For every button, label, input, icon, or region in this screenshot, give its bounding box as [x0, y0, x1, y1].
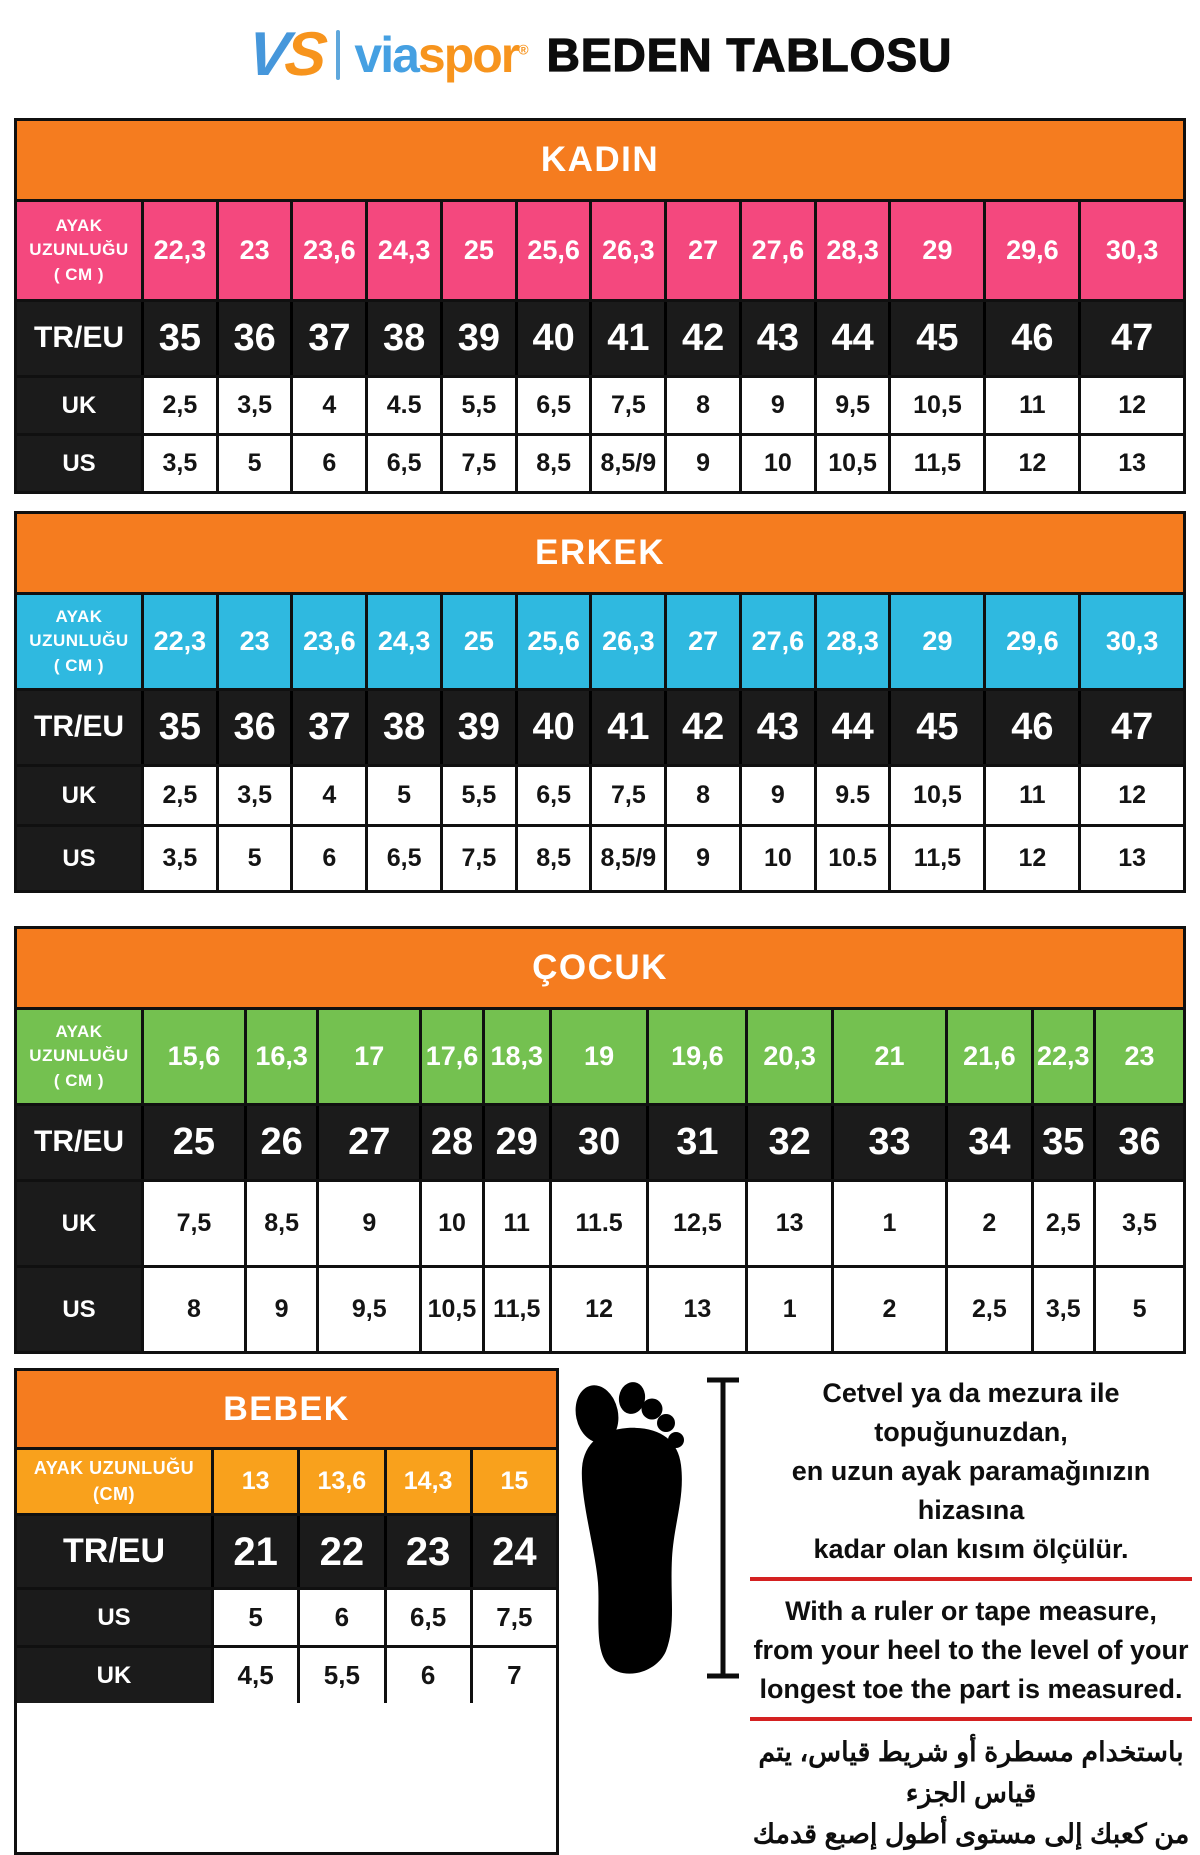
- kadin-tr-eu-value: 40: [515, 302, 590, 375]
- kadin-tr-eu-label: TR/EU: [34, 321, 124, 355]
- kadin-us-value: 8,5/9: [589, 436, 664, 491]
- bebek-foot-length-row: [17, 1447, 556, 1513]
- cocuk-tr-eu-value: 25: [141, 1106, 244, 1179]
- erkek-tr-eu-value: 39: [440, 691, 515, 764]
- bebek-tr-eu-value: 23: [384, 1516, 470, 1587]
- kadin-us-label: US: [17, 436, 141, 491]
- kadin-uk-value: 2,5: [141, 378, 216, 433]
- erkek-uk-value: 2,5: [141, 767, 216, 824]
- bebek-uk-value: 5,5: [297, 1648, 383, 1703]
- erkek-tr-eu-value: 42: [664, 691, 739, 764]
- cocuk-tr-eu-value: 27: [316, 1106, 419, 1179]
- kadin-foot-length-value: 27,6: [739, 202, 814, 299]
- page-header: [0, 0, 1200, 102]
- erkek-foot-length-value: 23,6: [290, 595, 365, 688]
- erkek-uk-value: 3,5: [216, 767, 291, 824]
- cocuk-tr-eu-value: 34: [945, 1106, 1030, 1179]
- erkek-foot-length-value: 23: [216, 595, 291, 688]
- kadin-foot-length-value: 28,3: [814, 202, 889, 299]
- cocuk-tr-eu-value: 31: [646, 1106, 745, 1179]
- kadin-us-value: 8,5: [515, 436, 590, 491]
- cocuk-tr-eu-value: 29: [482, 1106, 549, 1179]
- erkek-foot-length-row: [17, 592, 1183, 688]
- page-title: BEDEN TABLOSU: [546, 29, 953, 81]
- bottom-section: [14, 1368, 1190, 1855]
- erkek-us-value: 8,5/9: [589, 827, 664, 890]
- kadin-tr-eu-value: 47: [1078, 302, 1183, 375]
- cocuk-us-value: 13: [646, 1268, 745, 1351]
- cocuk-tr-eu-value: 36: [1093, 1106, 1183, 1179]
- cocuk-us-value: 2,5: [945, 1268, 1030, 1351]
- erkek-treu-row: [17, 688, 1183, 764]
- kadin-foot-length-value: 27: [664, 202, 739, 299]
- erkek-us-value: 11,5: [888, 827, 983, 890]
- cocuk-uk-value: 9: [316, 1182, 419, 1265]
- cocuk-us-label: US: [17, 1268, 141, 1351]
- red-divider-1: [750, 1577, 1192, 1581]
- erkek-tr-eu-value: 41: [589, 691, 664, 764]
- label-line: ( CM ): [53, 1070, 105, 1090]
- cocuk-us-value: 10,5: [419, 1268, 482, 1351]
- bebek-tr-eu-value: 22: [297, 1516, 383, 1587]
- cocuk-tr-eu-value: 33: [831, 1106, 945, 1179]
- erkek-tr-eu-value: 43: [739, 691, 814, 764]
- label-line: UZUNLUĞU: [29, 631, 129, 651]
- erkek-tr-eu-value: 44: [814, 691, 889, 764]
- erkek-tr-eu-value: 40: [515, 691, 590, 764]
- kadin-foot-length-value: 29: [888, 202, 983, 299]
- erkek-us-value: 9: [664, 827, 739, 890]
- kadin-us-value: 12: [983, 436, 1078, 491]
- kadin-uk-value: 3,5: [216, 378, 291, 433]
- cocuk-section-title: ÇOCUK: [17, 929, 1183, 1007]
- cocuk-foot-length-value: 23: [1093, 1010, 1183, 1103]
- cocuk-foot-length-value: 17,6: [419, 1010, 482, 1103]
- kadin-uk-value: 5,5: [440, 378, 515, 433]
- bebek-us-value: 6,5: [384, 1590, 470, 1645]
- erkek-uk-value: 8: [664, 767, 739, 824]
- kadin-tr-eu-value: 44: [814, 302, 889, 375]
- kadin-us-value: 5: [216, 436, 291, 491]
- cocuk-us-value: 2: [831, 1268, 945, 1351]
- cocuk-uk-value: 2: [945, 1182, 1030, 1265]
- erkek-us-row: [17, 824, 1183, 890]
- erkek-foot-length-value: 25: [440, 595, 515, 688]
- erkek-foot-length-value: 30,3: [1078, 595, 1183, 688]
- cocuk-us-value: 11,5: [482, 1268, 549, 1351]
- label-line: AYAK: [55, 215, 103, 235]
- cocuk-us-value: 1: [745, 1268, 830, 1351]
- erkek-us-value: 6,5: [365, 827, 440, 890]
- erkek-us-value: 13: [1078, 827, 1183, 890]
- cocuk-tr-eu-value: 28: [419, 1106, 482, 1179]
- erkek-tr-eu-label: TR/EU: [34, 710, 124, 744]
- kadin-us-value: 13: [1078, 436, 1183, 491]
- logo-s: S: [281, 20, 327, 89]
- kadin-foot-length-value: 25: [440, 202, 515, 299]
- kadin-uk-value: 4.5: [365, 378, 440, 433]
- instruction-line: longest toe the part is measured.: [759, 1674, 1183, 1704]
- kadin-us-row: [17, 433, 1183, 491]
- cocuk-treu-row: [17, 1103, 1183, 1179]
- bebek-us-row: [17, 1587, 556, 1645]
- kadin-tr-eu-value: 39: [440, 302, 515, 375]
- erkek-foot-length-value: 27: [664, 595, 739, 688]
- bebek-us-value: 5: [211, 1590, 297, 1645]
- erkek-uk-value: 11: [983, 767, 1078, 824]
- label-line: AYAK UZUNLUĞU: [33, 1458, 195, 1479]
- kadin-tr-eu-value: 43: [739, 302, 814, 375]
- kadin-foot-length-value: 25,6: [515, 202, 590, 299]
- cocuk-us-value: 12: [549, 1268, 647, 1351]
- kadin-us-value: 10: [739, 436, 814, 491]
- erkek-tr-eu-value: 46: [983, 691, 1078, 764]
- logo-v: V: [244, 20, 289, 89]
- cocuk-uk-value: 1: [831, 1182, 945, 1265]
- cocuk-tr-eu-label: TR/EU: [34, 1125, 124, 1159]
- erkek-size-table: [14, 511, 1186, 893]
- bebek-foot-length-value: 15: [470, 1450, 556, 1513]
- kadin-uk-label: UK: [17, 378, 141, 433]
- kadin-uk-value: 7,5: [589, 378, 664, 433]
- cocuk-tr-eu-value: 26: [244, 1106, 316, 1179]
- cocuk-foot-length-value: 21: [831, 1010, 945, 1103]
- cocuk-foot-length-value: 22,3: [1031, 1010, 1094, 1103]
- erkek-foot-length-value: 26,3: [589, 595, 664, 688]
- bebek-treu-row: [17, 1513, 556, 1587]
- kadin-foot-length-value: 29,6: [983, 202, 1078, 299]
- cocuk-foot-length-value: 19,6: [646, 1010, 745, 1103]
- kadin-foot-length-value: 23: [216, 202, 291, 299]
- kadin-us-value: 6: [290, 436, 365, 491]
- cocuk-tr-eu-value: 35: [1031, 1106, 1094, 1179]
- kadin-us-value: 3,5: [141, 436, 216, 491]
- kadin-tr-eu-value: 36: [216, 302, 291, 375]
- bebek-tr-eu-value: 21: [211, 1516, 297, 1587]
- label-line: UZUNLUĞU: [29, 240, 129, 260]
- instruction-line: With a ruler or tape measure,: [785, 1596, 1157, 1626]
- kadin-uk-value: 4: [290, 378, 365, 433]
- cocuk-size-table: [14, 926, 1186, 1354]
- erkek-uk-value: 12: [1078, 767, 1183, 824]
- kadin-foot-length-row: [17, 199, 1183, 299]
- erkek-tr-eu-value: 45: [888, 691, 983, 764]
- cocuk-us-value: 3,5: [1031, 1268, 1094, 1351]
- instructions-english: [750, 1592, 1192, 1709]
- erkek-foot-length-value: 28,3: [814, 595, 889, 688]
- bebek-us-label: US: [17, 1590, 211, 1645]
- foot-measure-figure: [559, 1368, 744, 1855]
- cocuk-foot-length-label: [17, 1010, 141, 1103]
- cocuk-us-value: 9: [244, 1268, 316, 1351]
- erkek-section-title: ERKEK: [17, 514, 1183, 592]
- erkek-us-value: 3,5: [141, 827, 216, 890]
- kadin-tr-eu-value: 45: [888, 302, 983, 375]
- kadin-uk-value: 8: [664, 378, 739, 433]
- instruction-line: Cetvel ya da mezura ile topuğunuzdan,: [822, 1378, 1120, 1447]
- erkek-uk-value: 9: [739, 767, 814, 824]
- registered-mark-icon: ®: [518, 41, 527, 58]
- instruction-line: en uzun ayak paramağınızın hizasına: [791, 1456, 1151, 1525]
- cocuk-foot-length-value: 20,3: [745, 1010, 830, 1103]
- erkek-uk-value: 10,5: [888, 767, 983, 824]
- kadin-foot-length-value: 26,3: [589, 202, 664, 299]
- cocuk-us-row: [17, 1265, 1183, 1351]
- cocuk-foot-length-value: 15,6: [141, 1010, 244, 1103]
- erkek-us-value: 5: [216, 827, 291, 890]
- erkek-uk-value: 5,5: [440, 767, 515, 824]
- erkek-foot-length-value: 22,3: [141, 595, 216, 688]
- bebek-foot-length-value: 14,3: [384, 1450, 470, 1513]
- cocuk-uk-value: 7,5: [141, 1182, 244, 1265]
- kadin-tr-eu-value: 35: [141, 302, 216, 375]
- cocuk-us-value: 9,5: [316, 1268, 419, 1351]
- cocuk-uk-value: 12,5: [646, 1182, 745, 1265]
- measuring-instructions: [744, 1368, 1196, 1855]
- bebek-uk-value: 7: [470, 1648, 556, 1703]
- foot-silhouette-icon: [572, 1372, 692, 1684]
- erkek-us-value: 12: [983, 827, 1078, 890]
- kadin-us-value: 11,5: [888, 436, 983, 491]
- erkek-us-value: 8,5: [515, 827, 590, 890]
- instruction-line: from your heel to the level of your: [753, 1635, 1189, 1665]
- kadin-us-value: 10,5: [814, 436, 889, 491]
- kadin-tr-eu-value: 37: [290, 302, 365, 375]
- erkek-foot-length-value: 27,6: [739, 595, 814, 688]
- erkek-us-value: 7,5: [440, 827, 515, 890]
- vs-logo-icon: [244, 20, 327, 89]
- erkek-us-label: US: [17, 827, 141, 890]
- label-line: AYAK: [55, 606, 103, 626]
- erkek-foot-length-value: 29: [888, 595, 983, 688]
- bebek-us-value: 7,5: [470, 1590, 556, 1645]
- cocuk-uk-row: [17, 1179, 1183, 1265]
- erkek-uk-label: UK: [17, 767, 141, 824]
- bebek-uk-value: 4,5: [211, 1648, 297, 1703]
- kadin-tr-eu-value: 38: [365, 302, 440, 375]
- erkek-uk-value: 7,5: [589, 767, 664, 824]
- bebek-uk-value: 6: [384, 1648, 470, 1703]
- cocuk-foot-length-value: 19: [549, 1010, 647, 1103]
- kadin-uk-value: 12: [1078, 378, 1183, 433]
- cocuk-foot-length-value: 21,6: [945, 1010, 1030, 1103]
- cocuk-tr-eu-value: 32: [745, 1106, 830, 1179]
- bebek-foot-length-value: 13: [211, 1450, 297, 1513]
- kadin-us-value: 7,5: [440, 436, 515, 491]
- bebek-foot-length-value: 13,6: [297, 1450, 383, 1513]
- logo-word-spor: spor: [417, 27, 519, 83]
- kadin-uk-row: [17, 375, 1183, 433]
- erkek-uk-value: 4: [290, 767, 365, 824]
- measurement-line-icon: [704, 1372, 742, 1684]
- erkek-foot-length-value: 24,3: [365, 595, 440, 688]
- bebek-size-table: [14, 1368, 559, 1855]
- bebek-us-value: 6: [297, 1590, 383, 1645]
- cocuk-uk-value: 10: [419, 1182, 482, 1265]
- erkek-foot-length-value: 29,6: [983, 595, 1078, 688]
- erkek-us-value: 6: [290, 827, 365, 890]
- erkek-tr-eu-value: 38: [365, 691, 440, 764]
- instruction-line: من كعبك إلى مستوى أطول إصبع قدمك: [752, 1819, 1190, 1849]
- cocuk-foot-length-value: 17: [316, 1010, 419, 1103]
- instructions-turkish: [750, 1374, 1192, 1569]
- label-line: (CM): [93, 1483, 135, 1504]
- cocuk-foot-length-value: 16,3: [244, 1010, 316, 1103]
- kadin-foot-length-label: [17, 202, 141, 299]
- erkek-us-value: 10: [739, 827, 814, 890]
- bebek-tr-eu-value: 24: [470, 1516, 556, 1587]
- erkek-foot-length-value: 25,6: [515, 595, 590, 688]
- cocuk-uk-value: 13: [745, 1182, 830, 1265]
- erkek-tr-eu-value: 47: [1078, 691, 1183, 764]
- cocuk-uk-value: 11.5: [549, 1182, 647, 1265]
- erkek-tr-eu-value: 36: [216, 691, 291, 764]
- kadin-uk-value: 6,5: [515, 378, 590, 433]
- cocuk-uk-value: 2,5: [1031, 1182, 1094, 1265]
- kadin-tr-eu-value: 42: [664, 302, 739, 375]
- label-line: ( CM ): [53, 655, 105, 675]
- bebek-tr-eu-label: TR/EU: [63, 1531, 165, 1570]
- kadin-uk-value: 9: [739, 378, 814, 433]
- cocuk-uk-value: 8,5: [244, 1182, 316, 1265]
- logo-word-via: via: [354, 27, 418, 83]
- kadin-us-value: 6,5: [365, 436, 440, 491]
- kadin-foot-length-value: 30,3: [1078, 202, 1183, 299]
- erkek-uk-value: 5: [365, 767, 440, 824]
- cocuk-foot-length-value: 18,3: [482, 1010, 549, 1103]
- bebek-uk-label: UK: [17, 1648, 211, 1703]
- erkek-uk-row: [17, 764, 1183, 824]
- instructions-arabic: [750, 1732, 1192, 1855]
- instruction-line: kadar olan kısım ölçülür.: [813, 1534, 1129, 1564]
- erkek-us-value: 10.5: [814, 827, 889, 890]
- cocuk-uk-value: 3,5: [1093, 1182, 1183, 1265]
- bebek-foot-length-label: [17, 1450, 211, 1513]
- cocuk-us-value: 8: [141, 1268, 244, 1351]
- kadin-us-value: 9: [664, 436, 739, 491]
- cocuk-uk-value: 11: [482, 1182, 549, 1265]
- bebek-uk-row: [17, 1645, 556, 1703]
- label-line: ( CM ): [53, 264, 105, 284]
- kadin-size-table: [14, 118, 1186, 494]
- cocuk-uk-label: UK: [17, 1182, 141, 1265]
- bebek-section-title: BEBEK: [17, 1371, 556, 1447]
- kadin-uk-value: 10,5: [888, 378, 983, 433]
- cocuk-foot-length-row: [17, 1007, 1183, 1103]
- kadin-tr-eu-value: 46: [983, 302, 1078, 375]
- erkek-tr-eu-value: 35: [141, 691, 216, 764]
- kadin-foot-length-value: 23,6: [290, 202, 365, 299]
- kadin-uk-value: 11: [983, 378, 1078, 433]
- label-line: AYAK: [55, 1021, 103, 1041]
- kadin-tr-eu-value: 41: [589, 302, 664, 375]
- instruction-line: باستخدام مسطرة أو شريط قياس، يتم قياس الجزء: [758, 1737, 1184, 1808]
- red-divider-2: [750, 1717, 1192, 1721]
- kadin-foot-length-value: 24,3: [365, 202, 440, 299]
- cocuk-tr-eu-value: 30: [549, 1106, 647, 1179]
- logo-divider: [336, 30, 340, 80]
- viaspor-logo: [244, 20, 527, 89]
- erkek-uk-value: 6,5: [515, 767, 590, 824]
- erkek-tr-eu-value: 37: [290, 691, 365, 764]
- erkek-uk-value: 9.5: [814, 767, 889, 824]
- label-line: UZUNLUĞU: [29, 1046, 129, 1066]
- kadin-section-title: KADIN: [17, 121, 1183, 199]
- logo-wordmark: [354, 27, 527, 83]
- kadin-uk-value: 9,5: [814, 378, 889, 433]
- kadin-foot-length-value: 22,3: [141, 202, 216, 299]
- kadin-treu-row: [17, 299, 1183, 375]
- erkek-foot-length-label: [17, 595, 141, 688]
- cocuk-us-value: 5: [1093, 1268, 1183, 1351]
